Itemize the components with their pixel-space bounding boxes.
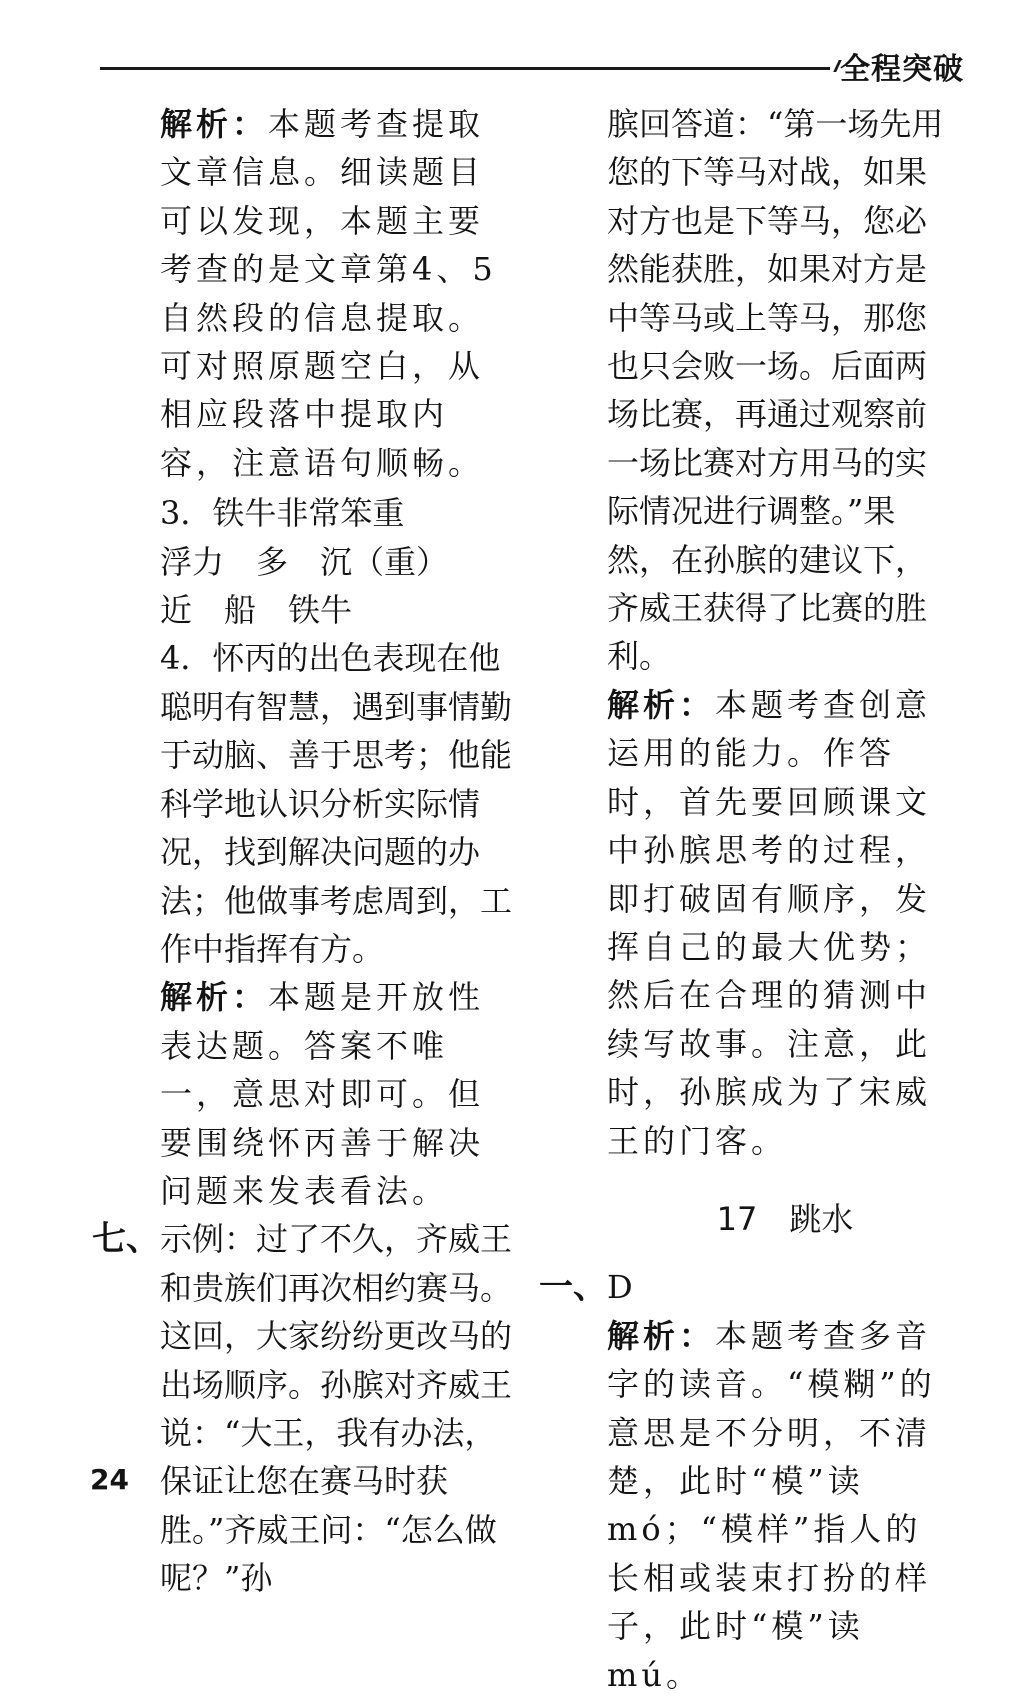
lesson-title: 17 跳水 (716, 1199, 854, 1238)
section-marker: 一、 (539, 1267, 607, 1308)
analysis-label: 解析： (160, 978, 269, 1017)
analysis-paragraph (160, 973, 512, 1215)
analysis-paragraph (160, 100, 512, 487)
story-continuation: 膑回答道：“第一场先用您的下等马对战，如果对方也是下等马，您必然能获胜，如果对方是中等马或上等马，那您也只会败一场。后面两场比赛，再通过观察前一场比赛对方用马的实际情况进行调整。”果然，在孙膑的建议下，齐威王获得了比赛的胜利。 (607, 105, 944, 676)
analysis-label: 解析： (607, 685, 716, 724)
answer-4: 4．怀丙的出色表现在他聪明有智慧，遇到事情勤于动脑、善于思考；他能科学地认识分析实际情况，找到解决问题的办法；他做事考虑周到，工作中指挥有方。 (160, 639, 513, 968)
brand-title: 全程突破 (840, 52, 964, 87)
section-1-answer: D (607, 1268, 633, 1307)
analysis-label: 解析： (160, 105, 269, 143)
analysis-text: 本题考查创意运用的能力。作答时，首先要回顾课文中孙膑思考的过程，即打破固有顺序，发挥自己的最大优势；然后在合理的猜测中续写故事。注意，此时，孙膑成为了宋威王的门客。 (607, 685, 932, 1160)
answer-3-line-3: 近 船 铁牛 (160, 591, 353, 630)
analysis-paragraph (607, 681, 953, 1165)
answer-3-line-1: 3．铁牛非常笨重 (160, 494, 405, 533)
section-marker: 七、 (92, 1219, 160, 1260)
section-1 (539, 1263, 953, 1311)
analysis-text: 本题考查多音字的读音。“模糊”的意思是不分明，不清楚，此时“模”读mó；“模样”指人的长相或装束打扮的样子，此时“模”读mú。 (607, 1316, 936, 1694)
answer-3-line-2: 浮力 多 沉（重） (160, 542, 449, 581)
header-rule (100, 67, 830, 70)
header-rule-tick (823, 60, 842, 72)
analysis-label: 解析： (607, 1316, 716, 1355)
right-column (539, 100, 953, 1699)
analysis-text: 本题考查提取文章信息。细读题目可以发现，本题主要考查的是文章第4、5自然段的信息提取。可对照原题空白，从相应段落中提取内容，注意语句顺畅。 (160, 105, 497, 482)
analysis-paragraph (607, 1312, 953, 1699)
page-header (0, 0, 1017, 90)
analysis-text: 本题是开放性表达题。答案不唯一，意思对即可。但要围绕怀丙善于解决问题来发表看法。 (160, 978, 485, 1210)
page-number: 24 (90, 1463, 129, 1496)
section-7-text: 示例：过了不久，齐威王和贵族们再次相约赛马。这回，大家纷纷更改马的出场顺序。孙膑对齐威王说：“大王，我有办法，保证让您在赛马时获胜。”齐威王问：“怎么做呢？”孙 (160, 1220, 513, 1598)
